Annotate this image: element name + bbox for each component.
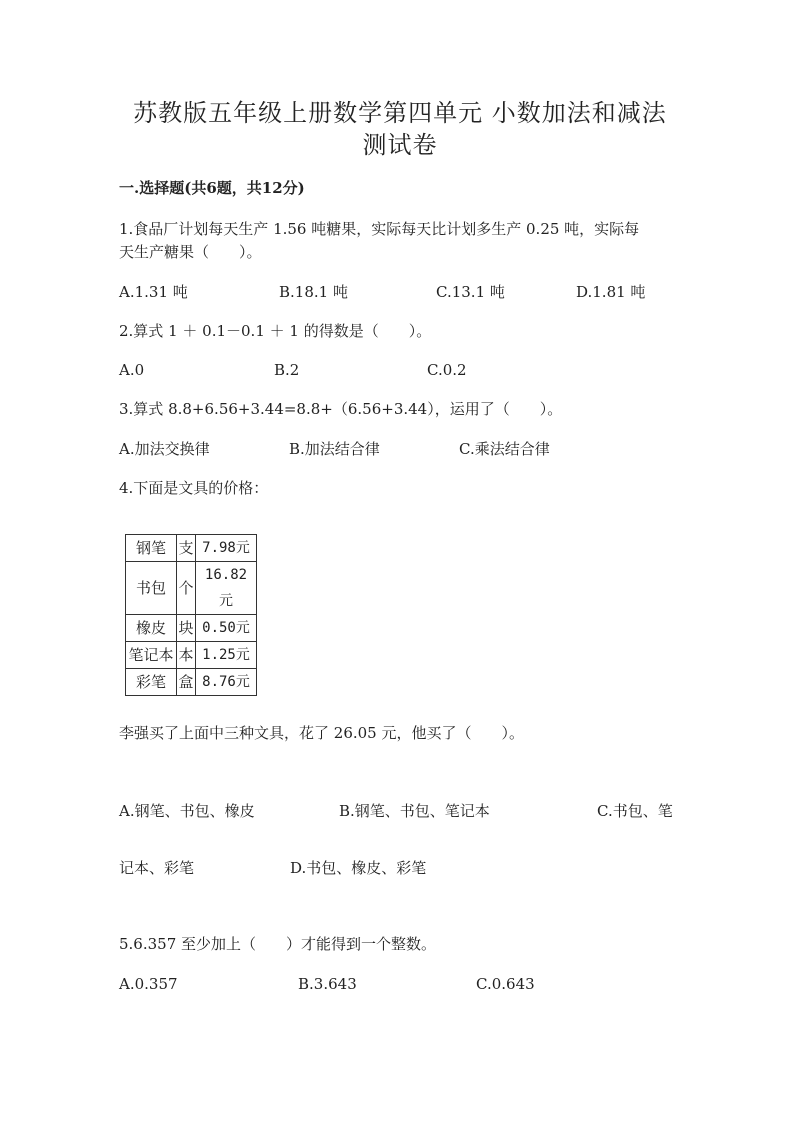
page-title-line2: 测试卷 xyxy=(362,131,438,159)
table-cell-unit: 块 xyxy=(177,615,196,642)
table-row xyxy=(126,562,257,615)
table-cell-unit: 支 xyxy=(177,535,196,562)
price-table xyxy=(125,534,257,696)
question-1-line2: 天生产糖果（ ）。 xyxy=(119,243,262,261)
q4-option-b: B.钢笔、书包、笔记本 xyxy=(339,802,490,820)
q5-option-b: B.3.643 xyxy=(298,975,357,993)
table-cell-unit: 本 xyxy=(177,642,196,669)
question-5: 5.6.357 至少加上（ ）才能得到一个整数。 xyxy=(119,935,437,953)
table-row xyxy=(126,615,257,642)
question-2: 2.算式 1 ＋ 0.1－0.1 ＋ 1 的得数是（ ）。 xyxy=(119,322,432,340)
q4-option-a: A.钢笔、书包、橡皮 xyxy=(119,802,255,820)
table-cell-price: 16.82元 xyxy=(196,562,257,615)
table-cell-price: 8.76元 xyxy=(196,669,257,696)
q3-option-b: B.加法结合律 xyxy=(289,440,380,458)
q3-option-a: A.加法交换律 xyxy=(119,440,210,458)
table-cell-unit: 盒 xyxy=(177,669,196,696)
q2-option-a: A.0 xyxy=(119,361,145,379)
q2-option-b: B.2 xyxy=(274,361,300,379)
table-row xyxy=(126,642,257,669)
question-4-prompt: 李强买了上面中三种文具，花了 26.05 元，他买了（ ）。 xyxy=(119,724,524,742)
question-3: 3.算式 8.8+6.56+3.44=8.8+（6.56+3.44），运用了（ ）。 xyxy=(119,400,563,418)
page-title-line1: 苏教版五年级上册数学第四单元 小数加法和减法 xyxy=(133,99,667,127)
q2-option-c: C.0.2 xyxy=(427,361,467,379)
q1-option-c: C.13.1 吨 xyxy=(436,283,505,301)
table-cell-item: 橡皮 xyxy=(126,615,177,642)
table-cell-item: 笔记本 xyxy=(126,642,177,669)
q3-option-c: C.乘法结合律 xyxy=(459,440,550,458)
section-heading: 一.选择题(共6题，共12分) xyxy=(119,179,305,197)
q1-option-a: A.1.31 吨 xyxy=(119,283,188,301)
q5-option-a: A.0.357 xyxy=(119,975,178,993)
question-1-line1: 1.食品厂计划每天生产 1.56 吨糖果，实际每天比计划多生产 0.25 吨，实际每 xyxy=(119,220,640,238)
table-cell-unit: 个 xyxy=(177,562,196,615)
q1-option-b: B.18.1 吨 xyxy=(279,283,348,301)
question-4: 4.下面是文具的价格： xyxy=(119,479,269,497)
q1-option-d: D.1.81 吨 xyxy=(576,283,646,301)
q4-option-d: D.书包、橡皮、彩笔 xyxy=(290,859,427,877)
q4-option-c-part1: C.书包、笔 xyxy=(597,802,673,820)
table-cell-price: 1.25元 xyxy=(196,642,257,669)
table-cell-price: 7.98元 xyxy=(196,535,257,562)
table-cell-price: 0.50元 xyxy=(196,615,257,642)
q4-option-c-part2: 记本、彩笔 xyxy=(119,859,195,877)
table-cell-item: 书包 xyxy=(126,562,177,615)
table-row xyxy=(126,535,257,562)
table-cell-item: 钢笔 xyxy=(126,535,177,562)
table-row xyxy=(126,669,257,696)
table-cell-item: 彩笔 xyxy=(126,669,177,696)
q5-option-c: C.0.643 xyxy=(476,975,535,993)
